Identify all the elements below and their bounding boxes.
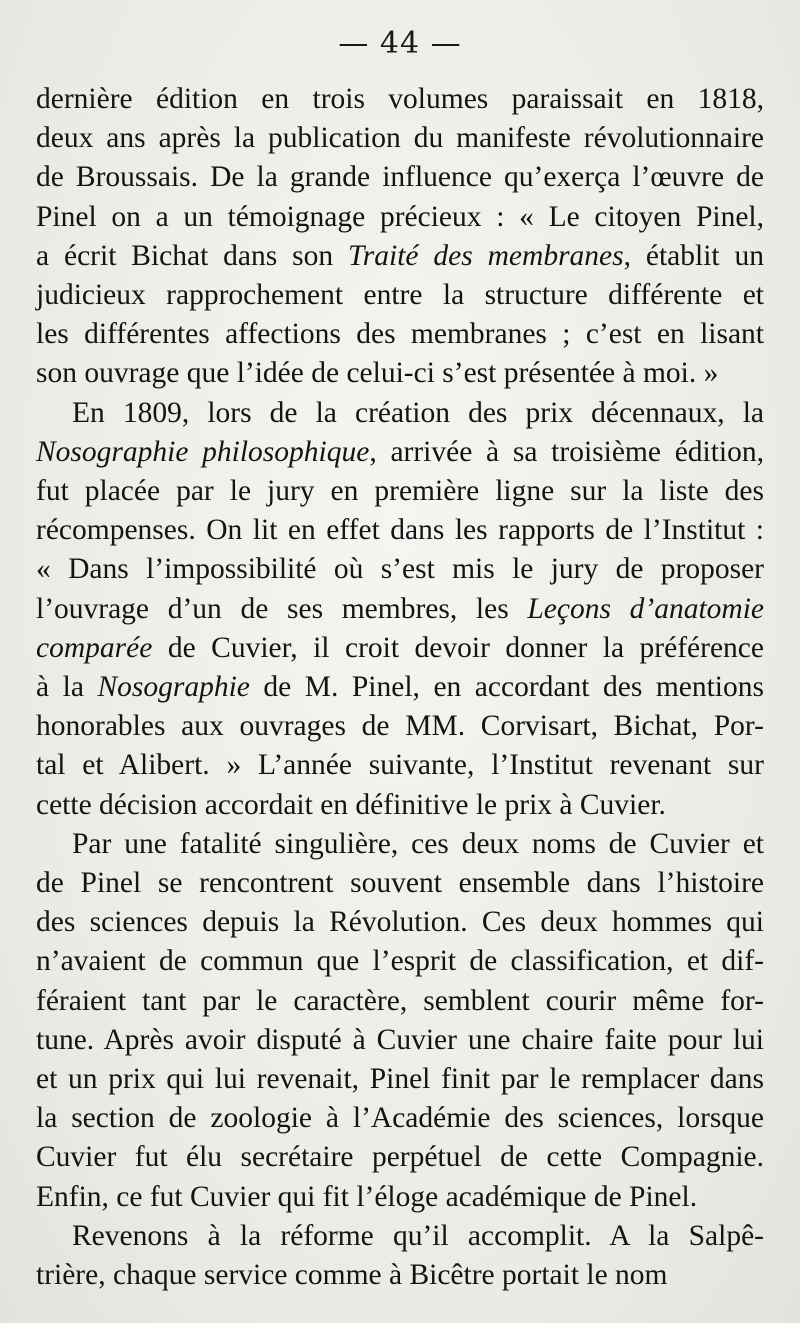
- text-run: a écrit Bichat dans son: [36, 239, 349, 272]
- text-line: [36, 786, 764, 825]
- text-line: [36, 276, 764, 315]
- text-line: [36, 511, 764, 550]
- text-run: féraient tant par le caractère, semblent courir même for-: [36, 984, 764, 1017]
- text-line: [36, 668, 764, 707]
- text-line: [36, 119, 764, 158]
- text-line: [36, 746, 764, 785]
- text-line: [36, 707, 764, 746]
- text-run: la section de zoologie à l’Académie des sciences, lorsque: [36, 1102, 764, 1135]
- body-text: [36, 80, 764, 1295]
- text-line: [36, 433, 764, 472]
- text-line: [36, 982, 764, 1021]
- text-line: [36, 1138, 764, 1177]
- text-run: de Broussais. De la grande influence qu’exerça l’œuvre de: [36, 161, 764, 194]
- text-run: deux ans après la publication du manifeste révolutionnaire: [36, 122, 764, 155]
- text-run: n’avaient de commun que l’esprit de classification, et dif-: [36, 945, 764, 978]
- text-line: [36, 237, 764, 276]
- text-run: de M. Pinel, en accordant des mentions: [249, 671, 764, 704]
- text-line: [36, 1217, 764, 1256]
- text-run: tal et Alibert. » L’année suivante, l’Institut revenant sur: [36, 749, 764, 782]
- text-line: [36, 1099, 764, 1138]
- text-run: Cuvier fut élu secrétaire perpétuel de cette Compagnie.: [36, 1141, 764, 1174]
- text-run: « Dans l’impossibilité où s’est mis le jury de proposer: [36, 553, 764, 586]
- text-run: , arrivée à sa troisième édition,: [369, 435, 764, 468]
- text-line: [36, 864, 764, 903]
- italic-title: Leçons d’anatomie: [527, 592, 765, 625]
- page-number: — 44 —: [338, 26, 462, 61]
- text-line: [36, 1256, 764, 1295]
- paragraph: [36, 80, 764, 394]
- text-line: [36, 550, 764, 589]
- text-run: récompenses. On lit en effet dans les rapports de l’Institut :: [36, 514, 764, 547]
- text-line: [36, 903, 764, 942]
- text-line: [36, 354, 764, 393]
- text-run: Revenons à la réforme qu’il accomplit. A la Salpê-: [72, 1219, 764, 1252]
- text-run: dernière édition en trois volumes paraissait en 1818,: [36, 83, 764, 115]
- text-run: honorables aux ouvrages de MM. Corvisart, Bichat, Por-: [36, 710, 764, 743]
- text-line: [36, 1178, 764, 1217]
- text-run: judicieux rapprochement entre la structure différente et: [36, 279, 764, 312]
- text-run: des sciences depuis la Révolution. Ces deux hommes qui: [36, 906, 764, 939]
- text-run: cette décision accordait en définitive le prix à Cuvier.: [36, 788, 666, 821]
- italic-title: Nosographie philosophique: [36, 435, 370, 468]
- italic-title: comparée: [36, 631, 153, 664]
- paragraph: [36, 1217, 764, 1295]
- text-run: son ouvrage que l’idée de celui-ci s’est présentée à moi. »: [36, 357, 719, 390]
- text-run: les différentes affections des membranes ; c’est en lisant: [36, 318, 764, 351]
- italic-title: Nosographie: [97, 671, 250, 704]
- text-run: Par une fatalité singulière, ces deux noms de Cuvier et: [72, 827, 764, 860]
- text-run: de Pinel se rencontrent souvent ensemble dans l’histoire: [36, 867, 764, 900]
- text-line: [36, 590, 764, 629]
- text-run: l’ouvrage d’un de ses membres, les: [36, 592, 528, 625]
- text-run: de Cuvier, il croit devoir donner la préférence: [152, 631, 764, 664]
- text-run: fut placée par le jury en première ligne sur la liste des: [36, 475, 764, 508]
- text-run: tune. Après avoir disputé à Cuvier une chaire faite pour lui: [36, 1023, 764, 1056]
- text-line: [36, 394, 764, 433]
- text-line: [36, 629, 764, 668]
- text-line: [36, 942, 764, 981]
- text-line: [36, 472, 764, 511]
- text-line: [36, 315, 764, 354]
- text-run: Pinel on a un témoignage précieux : « Le citoyen Pinel,: [36, 200, 764, 233]
- text-run: à la: [36, 671, 98, 704]
- text-run: En 1809, lors de la création des prix décennaux, la: [72, 396, 764, 429]
- text-line: [36, 825, 764, 864]
- text-line: [36, 198, 764, 237]
- text-run: trière, chaque service comme à Bicêtre portait le nom: [36, 1259, 668, 1292]
- text-line: [36, 80, 764, 119]
- text-line: [36, 1021, 764, 1060]
- paragraph: [36, 825, 764, 1217]
- text-run: Enfin, ce fut Cuvier qui fit l’éloge académique de Pinel.: [36, 1180, 698, 1213]
- paragraph: [36, 394, 764, 825]
- text-run: , établit un: [623, 239, 764, 272]
- text-line: [36, 1060, 764, 1099]
- text-line: [36, 158, 764, 197]
- italic-title: Traité des membranes: [348, 239, 624, 272]
- text-run: et un prix qui lui revenait, Pinel finit par le remplacer dans: [36, 1063, 764, 1096]
